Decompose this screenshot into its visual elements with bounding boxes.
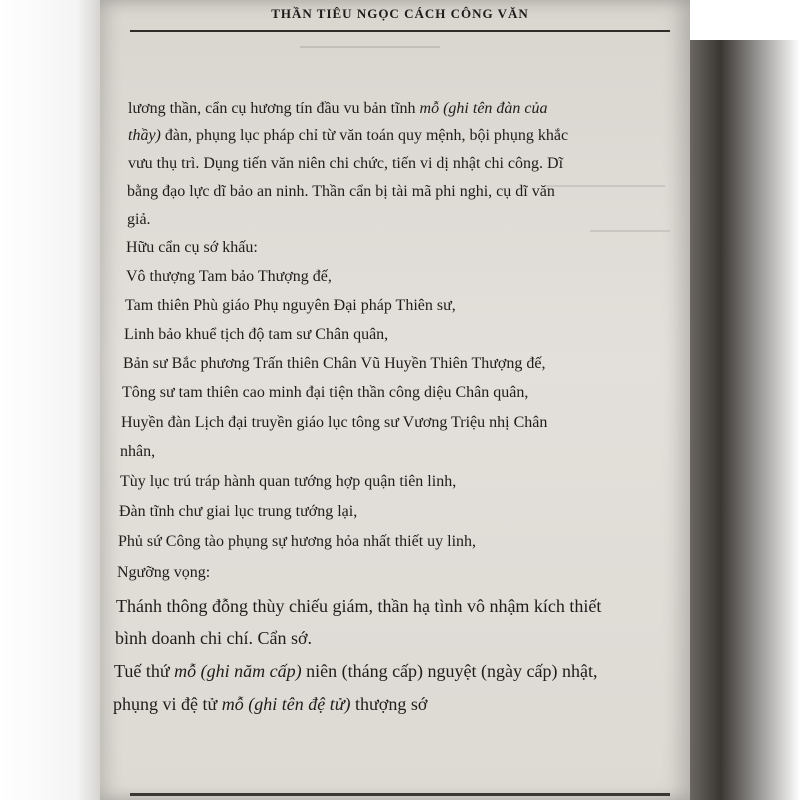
header-rule xyxy=(130,30,670,32)
body-line-5: giả. xyxy=(127,211,151,228)
body-line-17: Ngưỡng vọng: xyxy=(117,564,211,581)
body-line-19: bình doanh chi chí. Cẩn sớ. xyxy=(115,628,312,648)
body-line-21 xyxy=(113,694,427,715)
body-line-18: Thánh thông đỗng thùy chiếu giám, thần hạ tình vô nhậm kích thiết xyxy=(116,596,602,616)
italic-note: mỗ (ghi tên đàn của xyxy=(419,100,548,117)
body-line-14: Tùy lục trú tráp hành quan tướng hợp quận tiên linh, xyxy=(120,473,457,490)
body-line-13: nhân, xyxy=(120,443,156,460)
body-line-20 xyxy=(114,661,597,682)
body-line-16: Phủ sứ Công tào phụng sự hương hỏa nhất thiết uy linh, xyxy=(118,533,477,550)
text-run: phụng vi đệ tử xyxy=(113,694,222,714)
body-line-9: Linh bảo khuể tịch độ tam sư Chân quân, xyxy=(124,326,389,343)
body-line-1 xyxy=(128,100,548,118)
text-run: đàn, phụng lục pháp chỉ từ văn toán quy mệnh, bội phụng khắc xyxy=(160,127,569,144)
bleed-through xyxy=(300,46,440,56)
text-run: thượng sớ xyxy=(350,694,428,714)
body-line-10: Bản sư Bắc phương Trấn thiên Chân Vũ Huyền Thiên Thượng đế, xyxy=(123,355,546,372)
text-run: lương thần, cẩn cụ hương tín đầu vu bản tĩnh xyxy=(128,100,420,117)
text-run: niên (tháng cấp) nguyệt (ngày cấp) nhật, xyxy=(301,661,598,681)
body-line-6: Hữu cẩn cụ sớ khấu: xyxy=(126,239,258,256)
italic-note: mỗ (ghi năm cấp) xyxy=(174,661,302,681)
body-line-7: Vô thượng Tam bảo Thượng đế, xyxy=(126,268,332,285)
body-line-4: bằng đạo lực dĩ bảo an ninh. Thần cẩn bị tài mã phi nghi, cụ dĩ văn xyxy=(127,183,555,200)
book-spine-shadow xyxy=(0,0,110,800)
body-line-12: Huyền đàn Lịch đại truyền giáo lục tông sư Vương Triệu nhị Chân xyxy=(121,414,548,431)
body-line-11: Tông sư tam thiên cao minh đại tiện thần công diệu Chân quân, xyxy=(122,384,529,401)
italic-note: mỗ (ghi tên đệ tử) xyxy=(221,694,351,714)
body-line-3: vưu thụ trì. Dụng tiến văn niên chi chức, tiến vi dị nhật chi công. Dĩ xyxy=(128,155,564,172)
running-header: THẦN TIÊU NGỌC CÁCH CÔNG VĂN xyxy=(271,6,529,21)
page-bottom-edge xyxy=(130,793,670,796)
text-run: Tuế thứ xyxy=(114,661,175,681)
bleed-through xyxy=(590,230,670,240)
body-line-2 xyxy=(128,127,568,145)
body-line-15: Đàn tĩnh chư giai lục trung tướng lại, xyxy=(119,503,358,520)
italic-note: thầy) xyxy=(128,127,161,144)
bleed-through xyxy=(545,185,665,195)
body-line-8: Tam thiên Phù giáo Phụ nguyên Đại pháp Thiên sư, xyxy=(125,297,456,314)
